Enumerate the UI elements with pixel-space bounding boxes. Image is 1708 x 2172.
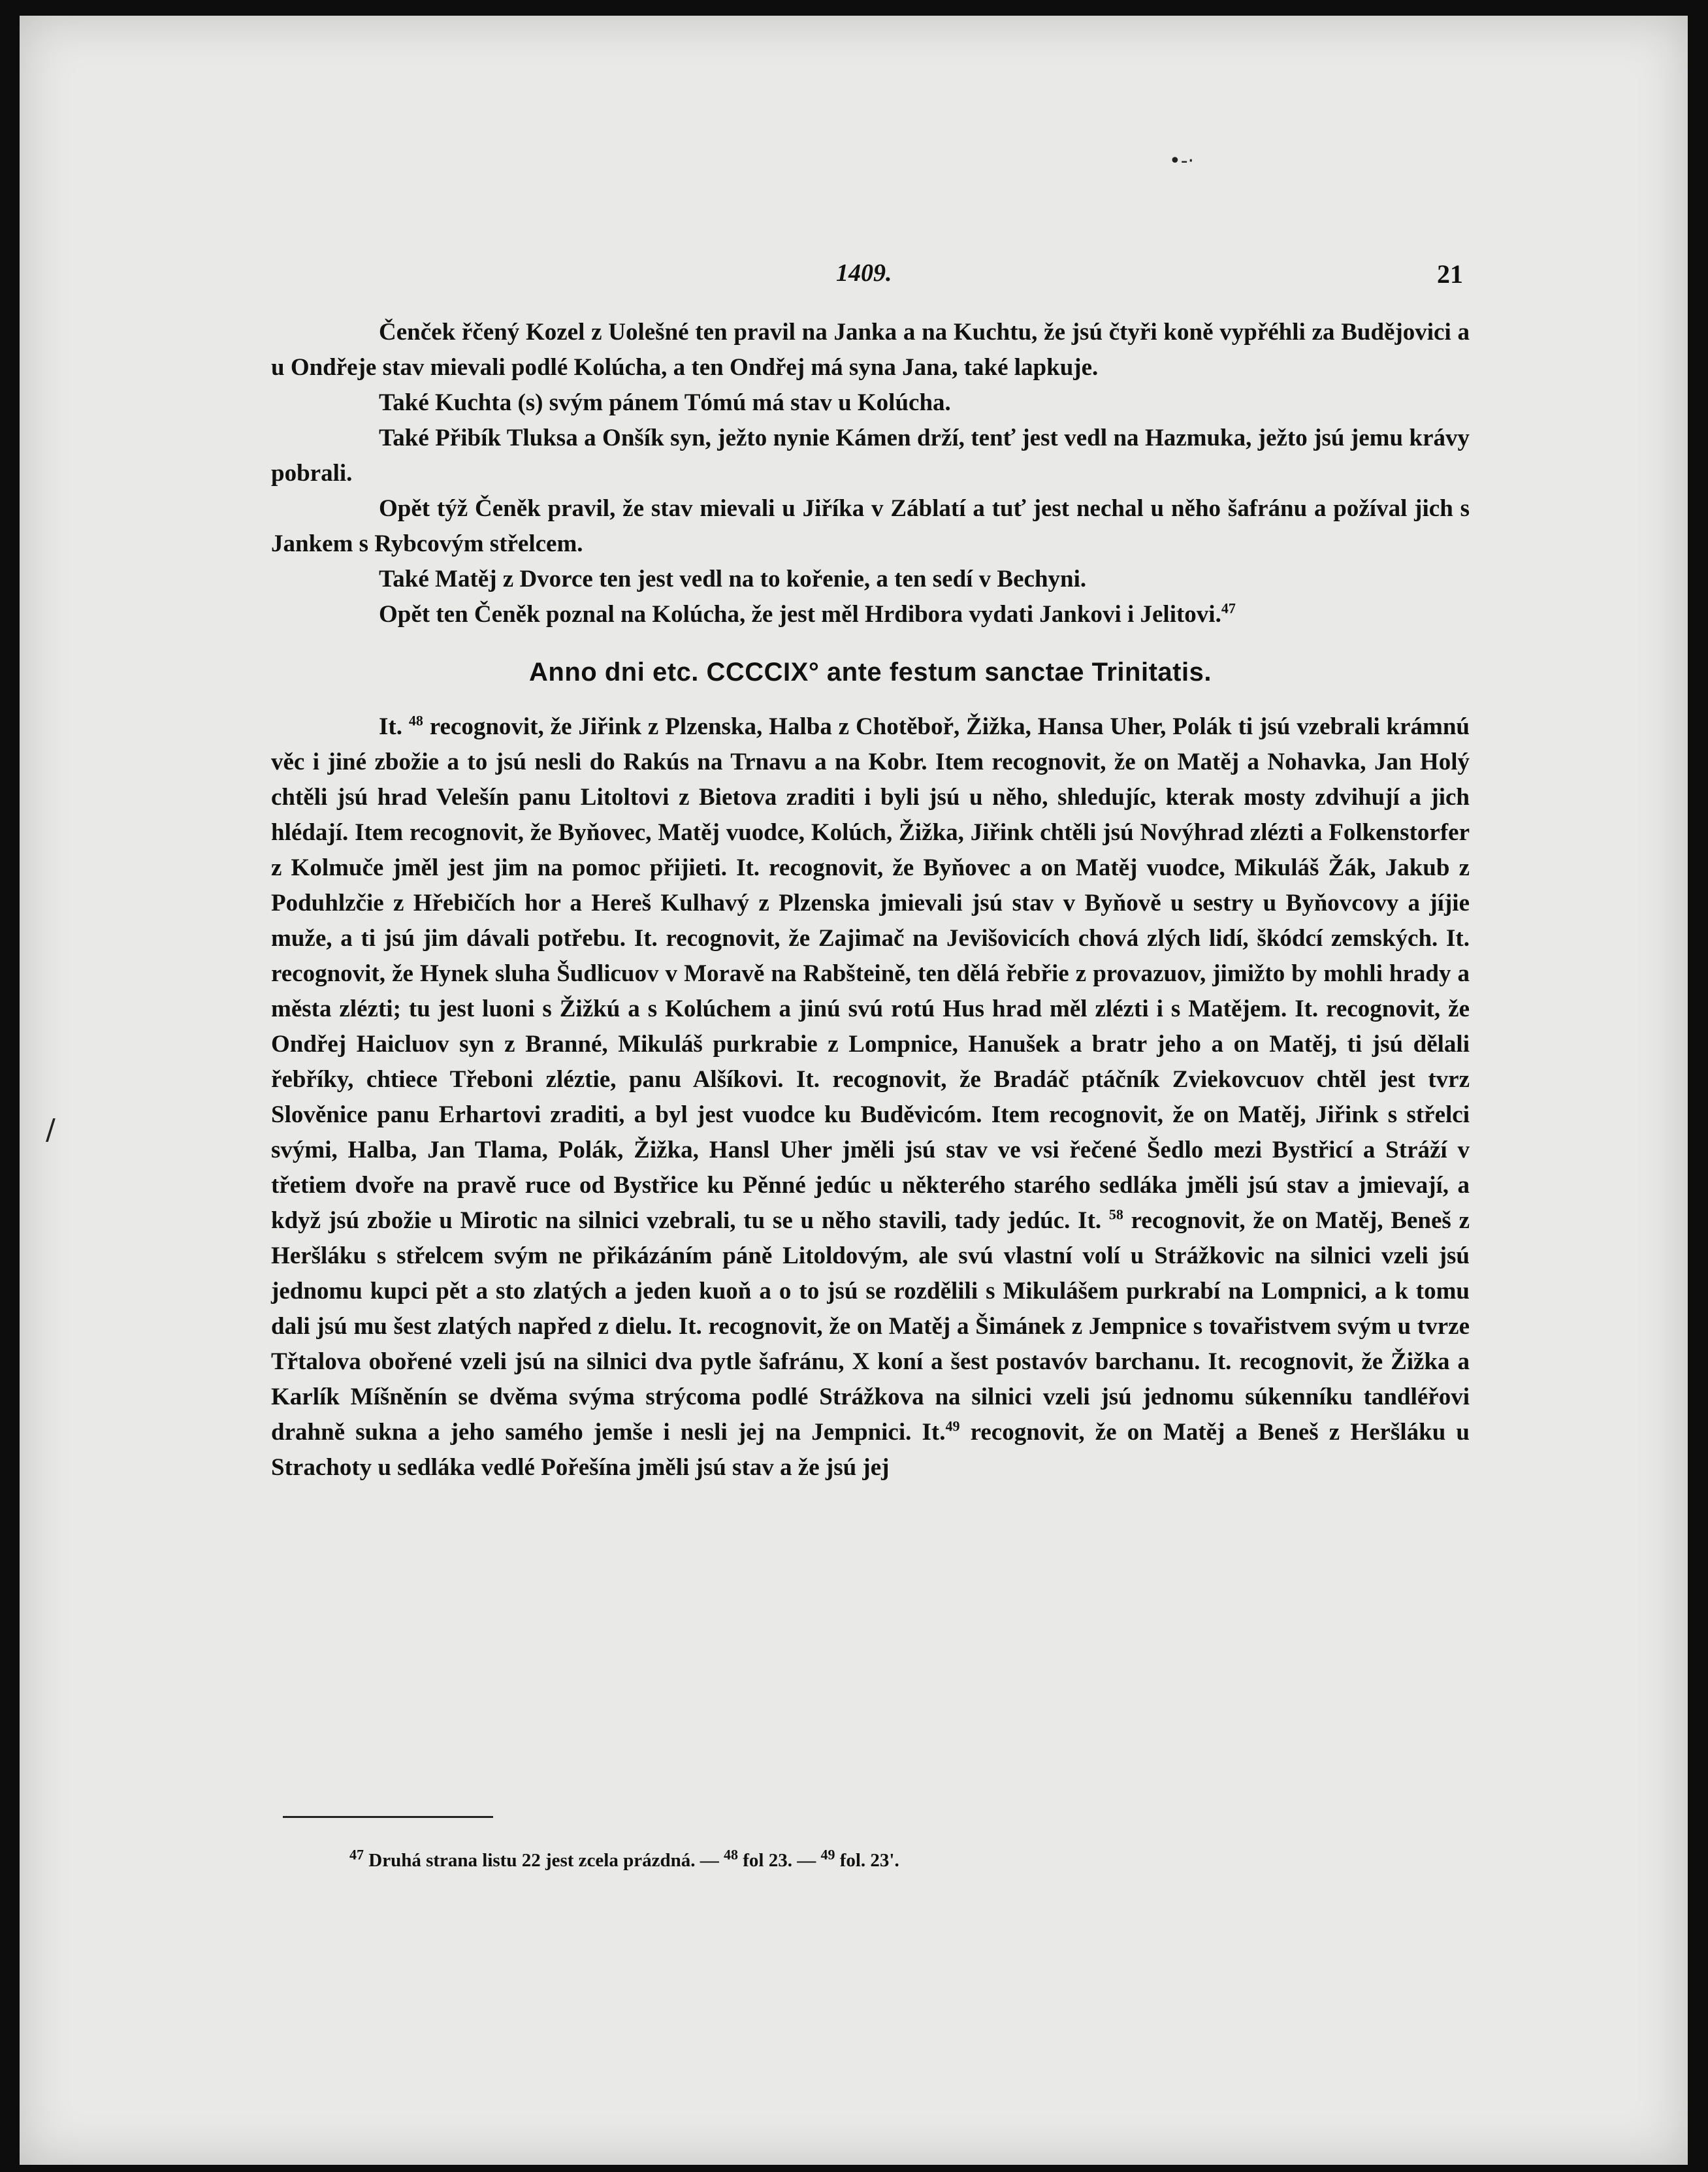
footnote-divider [283, 1816, 493, 1818]
paragraph-text: recognovit, že on Matěj a Beneš z Heršláku u Strachoty u sedláka vedlé Pořešína jměli jsú stav a že jsú jej [271, 1419, 1470, 1481]
main-paragraph [271, 709, 1470, 1485]
footnote [349, 1846, 899, 1872]
footnote-text: fol 23. — [737, 1850, 821, 1871]
document-body [271, 315, 1470, 1485]
lead-text: It. [379, 713, 402, 740]
scan-mark: •-· [1169, 150, 1195, 172]
paragraph: Opět týž Čeněk pravil, že stav mievali u Jiříka v Záblatí a tuť jest nechal u něho šafránu a požíval jich s Jankem s Rybcovým střelcem. [271, 495, 1470, 557]
paragraph: Také Kuchta (s) svým pánem Tómú má stav u Kolúcha. [379, 389, 951, 416]
paragraph: Čenček řčený Kozel z Uolešné ten pravil na Janka a na Kuchtu, že jsú čtyři koně vypřéhli za Budějovici a u Ondřeje stav mievali podlé Kolúcha, a ten Ondřej má syna Jana, také lapkuje. [271, 319, 1470, 381]
footnote-text: fol. 23'. [835, 1850, 899, 1871]
page-header [274, 259, 1463, 298]
page-number: 21 [1437, 259, 1463, 289]
paragraph-text: recognovit, že on Matěj, Beneš z Heršláku s střelcem svým ne přikázáním páně Litoldovým, ale svú vlastní volí u Strážkovic na silnici vzeli jsú jednomu kupci pět a sto zlatých a jeden kuoň a o to jsú se rozdělili s Mikulášem purkrabí na Lompnici, a k tomu dali jsú mu šest zlatých napřed z dielu. It. recognovit, že on Matěj a Šimánek z Jempnice s tovařistvem svým u tvrze Třtalova obořené vzeli jsú na silnici dva pytle šafránu, X koní a šest postavóv barchanu. It. recognovit, že Žižka a Karlík Míšněnín se dvěma svýma strýcoma podlé Strážkova na silnici vzeli jsú jednomu súkenníku tandléřovi drahně sukna a jeho samého jemše i nesli jej na Jempnici. It. [271, 1207, 1470, 1446]
footnote-ref: 48 [408, 712, 423, 729]
scanned-page [20, 16, 1688, 2165]
footnote-text: Druhá strana listu 22 jest zcela prázdná. — [364, 1850, 724, 1871]
footnote-ref: 58 [1108, 1206, 1123, 1223]
footnote-ref: 49 [945, 1418, 960, 1434]
paragraph: Také Matěj z Dvorce ten jest vedl na to kořenie, a ten sedí v Bechyni. [379, 566, 1087, 592]
paragraph-text: recognovit, že Jiřink z Plzenska, Halba z Chotěboř, Žižka, Hansa Uher, Polák ti jsú vzebrali krámnú věc i jiné zbožie a to jsú nesli do Rakús na Trnavu a na Kobr. Item recognovit, že on Matěj a Nohavka, Jan Holý chtěli jsú hrad Velešín panu Litoltovi z Bietova zraditi i byli jsú u něho, shledujíc, kterak mosty zdvihují a jich hlédají. Item recognovit, že Byňovec, Matěj vuodce, Kolúch, Žižka, Jiřink chtěli jsú Novýhrad zlézti a Folkenstorfer z Kolmuče jměl jest jim na pomoc přijieti. It. recognovit, že Byňovec a on Matěj vuodce, Mikuláš Žák, Jakub z Poduhlzčie z Hřebičích hor a Hereš Kulhavý z Plzenska jmievali jsú stav v Byňově u sestry u Byňovcovy a jíjie muže, a ti jsú jim dávali potřebu. It. recognovit, že Zajimač na Jevišovicích chová zlých lidí, škódcí zemských. It. recognovit, že Hynek sluha Šudlicuov v Moravě na Rabšteině, ten dělá řebřie z provazuov, jimižto by mohli hrady a města zlézti; tu jest luoni s Žižkú a s Kolúchem a jinú svú rotú Hus hrad měl zlézti i s Matějem. It. recognovit, že Ondřej Haicluov syn z Branné, Mikuláš purkrabie z Lompnice, Hanušek a bratr jeho a on Matěj, ti jsú dělali řebříky, chtiece Třeboni zléztie, panu Alšíkovi. It. recognovit, že Bradáč ptáčník Zviekovcuov chtěl jest tvrz Slověnice panu Erhartovi zraditi, a byl jest vuodce ku Buděvicóm. Item recognovit, že on Matěj, Jiřink s střelci svými, Halba, Jan Tlama, Polák, Žižka, Hansl Uher jměli jsú stav ve vsi řečené Šedlo mezi Bystřicí a Stráží v třetiem dvoře na pravě ruce od Bystřice ku Pěnné jedúc u některého starého sedláka jměli jsú stav a jmievají, a když jsú zbožie u Mirotic na silnici vzebrali, tu se u něho stavili, tady jedúc. It. [271, 713, 1470, 1234]
paragraph-with-footnote [271, 597, 1470, 632]
page-year: 1409. [836, 259, 892, 287]
footnote-ref: 47 [1221, 600, 1236, 617]
paragraph: Také Přibík Tluksa a Onšík syn, ježto nynie Kámen drží, tenť jest vedl na Hazmuka, ježto jsú jemu krávy pobrali. [271, 425, 1470, 487]
footnote-number: 47 [349, 1846, 364, 1863]
footnote-number: 48 [723, 1846, 738, 1863]
paragraph-text: Opět ten Čeněk poznal na Kolúcha, že jest měl Hrdibora vydati Jankovi i Jelitovi. [379, 601, 1221, 628]
scan-mark: / [46, 1113, 56, 1146]
footnote-number: 49 [820, 1846, 835, 1863]
section-heading: Anno dni etc. CCCCIX° ante festum sanctae Trinitatis. [529, 658, 1212, 687]
